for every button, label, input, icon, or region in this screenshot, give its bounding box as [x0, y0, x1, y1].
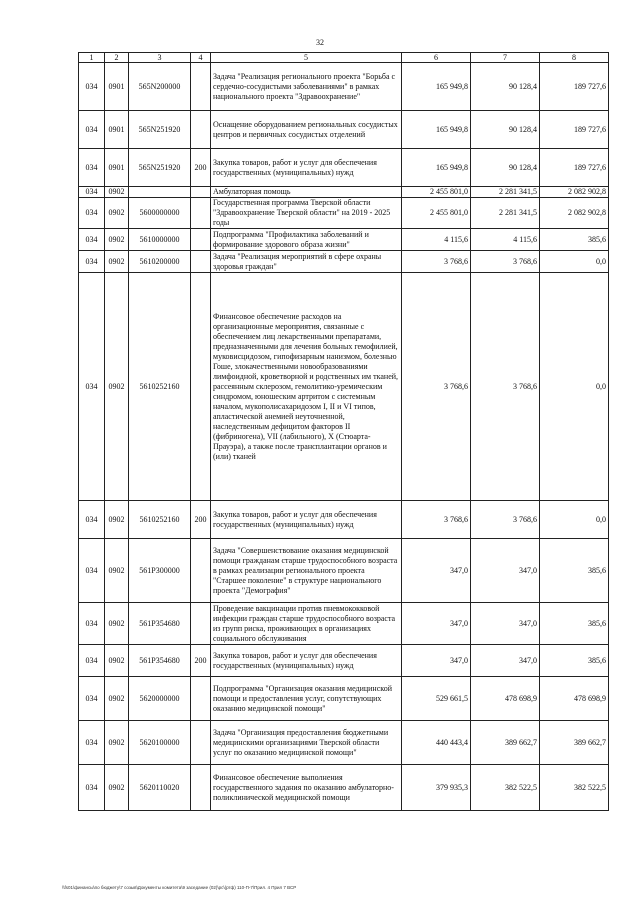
row-expense-type: 200	[191, 645, 211, 677]
row-name: Подпрограмма "Организация оказания медицинской помощи и предоставления услуг, сопутствующих оказанию медицинской помощи"	[211, 677, 402, 721]
row-amount-col6: 3 768,6	[402, 251, 471, 273]
table-row	[79, 251, 609, 273]
row-expense-type	[191, 251, 211, 273]
row-section-code: 0901	[105, 63, 129, 111]
row-ministry-code: 034	[79, 251, 105, 273]
table-row	[79, 229, 609, 251]
row-section-code: 0902	[105, 198, 129, 229]
column-header: 6	[402, 53, 471, 63]
row-amount-col8: 382 522,5	[540, 765, 609, 811]
row-amount-col7: 389 662,7	[471, 721, 540, 765]
table-row	[79, 187, 609, 198]
row-amount-col6: 347,0	[402, 603, 471, 645]
column-header: 7	[471, 53, 540, 63]
row-section-code: 0902	[105, 501, 129, 539]
row-amount-col8: 0,0	[540, 273, 609, 501]
row-amount-col6: 165 949,8	[402, 149, 471, 187]
row-ministry-code: 034	[79, 229, 105, 251]
row-target-code: 565N251920	[129, 111, 191, 149]
row-expense-type	[191, 187, 211, 198]
row-name: Оснащение оборудованием региональных сосудистых центров и первичных сосудистых отделений	[211, 111, 402, 149]
row-amount-col8: 389 662,7	[540, 721, 609, 765]
row-name: Финансовое обеспечение расходов на организационные мероприятия, связанные с обеспечением лиц лекарственными препаратами, предназначенными для лечения больных гемофилией, муковисцидозом, гипофизарным нанизмом, болезнью Гоше, злокачественными новообразованиями лимфоидной, кроветворной и родственных им тканей, рассеянным склерозом, гемолитико-уремическим синдромом, юношеским артритом с системным началом, мукополисахаридозом I, II и VI типов, апластической анемией неуточненной, наследственным дефицитом факторов II (фибриногена), VII (лабильного), X (Стюарта-Прауэра), а также после трансплантации органов и (или) тканей	[211, 273, 402, 501]
row-amount-col7: 382 522,5	[471, 765, 540, 811]
row-section-code: 0902	[105, 251, 129, 273]
row-expense-type	[191, 677, 211, 721]
row-target-code: 5620110020	[129, 765, 191, 811]
row-ministry-code: 034	[79, 198, 105, 229]
row-amount-col7: 478 698,9	[471, 677, 540, 721]
row-ministry-code: 034	[79, 149, 105, 187]
row-name: Задача "Реализация мероприятий в сфере охраны здоровья граждан"	[211, 251, 402, 273]
column-header: 8	[540, 53, 609, 63]
column-header: 1	[79, 53, 105, 63]
table-row	[79, 539, 609, 603]
row-amount-col8: 385,6	[540, 645, 609, 677]
row-name: Государственная программа Тверской области "Здравоохранение Тверской области" на 2019 - 2025 годы	[211, 198, 402, 229]
row-ministry-code: 034	[79, 677, 105, 721]
page-number: 32	[316, 38, 324, 47]
row-expense-type	[191, 765, 211, 811]
row-section-code: 0902	[105, 229, 129, 251]
row-name: Задача "Организация предоставления бюджетными медицинскими организациями Тверской области услуг по оказанию медицинской помощи"	[211, 721, 402, 765]
row-target-code: 5620000000	[129, 677, 191, 721]
row-section-code: 0901	[105, 149, 129, 187]
row-target-code: 561P354680	[129, 645, 191, 677]
row-ministry-code: 034	[79, 645, 105, 677]
row-expense-type	[191, 198, 211, 229]
row-expense-type	[191, 229, 211, 251]
table-row	[79, 645, 609, 677]
row-amount-col8: 0,0	[540, 501, 609, 539]
row-expense-type	[191, 603, 211, 645]
row-expense-type	[191, 63, 211, 111]
table-row	[79, 149, 609, 187]
budget-table	[78, 52, 609, 811]
row-section-code: 0902	[105, 677, 129, 721]
row-section-code: 0902	[105, 603, 129, 645]
row-amount-col8: 189 727,6	[540, 63, 609, 111]
row-amount-col7: 347,0	[471, 603, 540, 645]
row-amount-col6: 2 455 801,0	[402, 198, 471, 229]
row-ministry-code: 034	[79, 63, 105, 111]
footer-file-path: \\fs01\финансы\по бюджету\7 созыв\Документы комитета\9 заседание (02)\рс\(ртф) 110-П-7\Прил. 4 Прил 7 ВСР	[62, 885, 297, 890]
row-target-code: 561P354680	[129, 603, 191, 645]
row-amount-col8: 189 727,6	[540, 149, 609, 187]
row-section-code: 0902	[105, 539, 129, 603]
row-ministry-code: 034	[79, 603, 105, 645]
row-expense-type: 200	[191, 149, 211, 187]
row-expense-type	[191, 273, 211, 501]
row-amount-col7: 3 768,6	[471, 273, 540, 501]
row-target-code: 5600000000	[129, 198, 191, 229]
table-row	[79, 501, 609, 539]
row-amount-col6: 2 455 801,0	[402, 187, 471, 198]
row-amount-col8: 478 698,9	[540, 677, 609, 721]
row-amount-col8: 2 082 902,8	[540, 187, 609, 198]
row-target-code: 5610252160	[129, 501, 191, 539]
row-amount-col7: 3 768,6	[471, 501, 540, 539]
row-amount-col6: 165 949,8	[402, 111, 471, 149]
row-name: Проведение вакцинации против пневмококковой инфекции граждан старше трудоспособного возраста из групп риска, проживающих в организациях социального обслуживания	[211, 603, 402, 645]
row-amount-col7: 2 281 341,5	[471, 187, 540, 198]
row-section-code: 0902	[105, 721, 129, 765]
table-header-row	[79, 53, 609, 63]
row-amount-col6: 379 935,3	[402, 765, 471, 811]
column-header: 4	[191, 53, 211, 63]
row-ministry-code: 034	[79, 501, 105, 539]
column-header: 2	[105, 53, 129, 63]
row-name: Закупка товаров, работ и услуг для обеспечения государственных (муниципальных) нужд	[211, 149, 402, 187]
row-amount-col8: 2 082 902,8	[540, 198, 609, 229]
row-amount-col7: 2 281 341,5	[471, 198, 540, 229]
row-name: Закупка товаров, работ и услуг для обеспечения государственных (муниципальных) нужд	[211, 501, 402, 539]
row-amount-col6: 3 768,6	[402, 273, 471, 501]
row-amount-col7: 347,0	[471, 645, 540, 677]
row-name: Задача "Совершенствование оказания медицинской помощи гражданам старше трудоспособного возраста в рамках реализации регионального проекта "Старшее поколение" в структуре национального проекта "Демография"	[211, 539, 402, 603]
row-target-code: 5610200000	[129, 251, 191, 273]
row-section-code: 0902	[105, 645, 129, 677]
row-ministry-code: 034	[79, 765, 105, 811]
row-target-code: 5610000000	[129, 229, 191, 251]
row-amount-col7: 347,0	[471, 539, 540, 603]
row-amount-col8: 385,6	[540, 539, 609, 603]
row-ministry-code: 034	[79, 187, 105, 198]
row-amount-col6: 440 443,4	[402, 721, 471, 765]
row-amount-col7: 3 768,6	[471, 251, 540, 273]
row-amount-col7: 90 128,4	[471, 63, 540, 111]
row-amount-col7: 4 115,6	[471, 229, 540, 251]
row-section-code: 0901	[105, 111, 129, 149]
table-row	[79, 273, 609, 501]
row-ministry-code: 034	[79, 111, 105, 149]
row-ministry-code: 034	[79, 721, 105, 765]
row-section-code: 0902	[105, 765, 129, 811]
row-amount-col8: 385,6	[540, 229, 609, 251]
column-header: 5	[211, 53, 402, 63]
row-amount-col6: 529 661,5	[402, 677, 471, 721]
row-target-code: 5610252160	[129, 273, 191, 501]
row-target-code: 5620100000	[129, 721, 191, 765]
row-name: Амбулаторная помощь	[211, 187, 402, 198]
row-amount-col8: 0,0	[540, 251, 609, 273]
row-amount-col8: 189 727,6	[540, 111, 609, 149]
row-amount-col6: 4 115,6	[402, 229, 471, 251]
row-name: Закупка товаров, работ и услуг для обеспечения государственных (муниципальных) нужд	[211, 645, 402, 677]
row-name: Задача "Реализация регионального проекта "Борьба с сердечно-сосудистыми заболеваниями" в рамках национального проекта "Здравоохранение"	[211, 63, 402, 111]
row-name: Финансовое обеспечение выполнения государственного задания по оказанию амбулаторно-поликлинической медицинской помощи	[211, 765, 402, 811]
table-row	[79, 677, 609, 721]
table-row	[79, 765, 609, 811]
row-target-code: 565N251920	[129, 149, 191, 187]
row-amount-col7: 90 128,4	[471, 111, 540, 149]
row-section-code: 0902	[105, 273, 129, 501]
table-row	[79, 63, 609, 111]
row-target-code: 561P300000	[129, 539, 191, 603]
table-row	[79, 111, 609, 149]
table-row	[79, 721, 609, 765]
table-row	[79, 603, 609, 645]
table-row	[79, 198, 609, 229]
column-header: 3	[129, 53, 191, 63]
row-expense-type	[191, 721, 211, 765]
row-amount-col6: 347,0	[402, 539, 471, 603]
row-amount-col6: 165 949,8	[402, 63, 471, 111]
row-section-code: 0902	[105, 187, 129, 198]
row-target-code	[129, 187, 191, 198]
row-expense-type	[191, 539, 211, 603]
row-amount-col8: 385,6	[540, 603, 609, 645]
row-amount-col6: 347,0	[402, 645, 471, 677]
row-amount-col7: 90 128,4	[471, 149, 540, 187]
row-name: Подпрограмма "Профилактика заболеваний и формирование здорового образа жизни"	[211, 229, 402, 251]
row-ministry-code: 034	[79, 539, 105, 603]
row-ministry-code: 034	[79, 273, 105, 501]
row-expense-type: 200	[191, 501, 211, 539]
row-expense-type	[191, 111, 211, 149]
row-target-code: 565N200000	[129, 63, 191, 111]
row-amount-col6: 3 768,6	[402, 501, 471, 539]
